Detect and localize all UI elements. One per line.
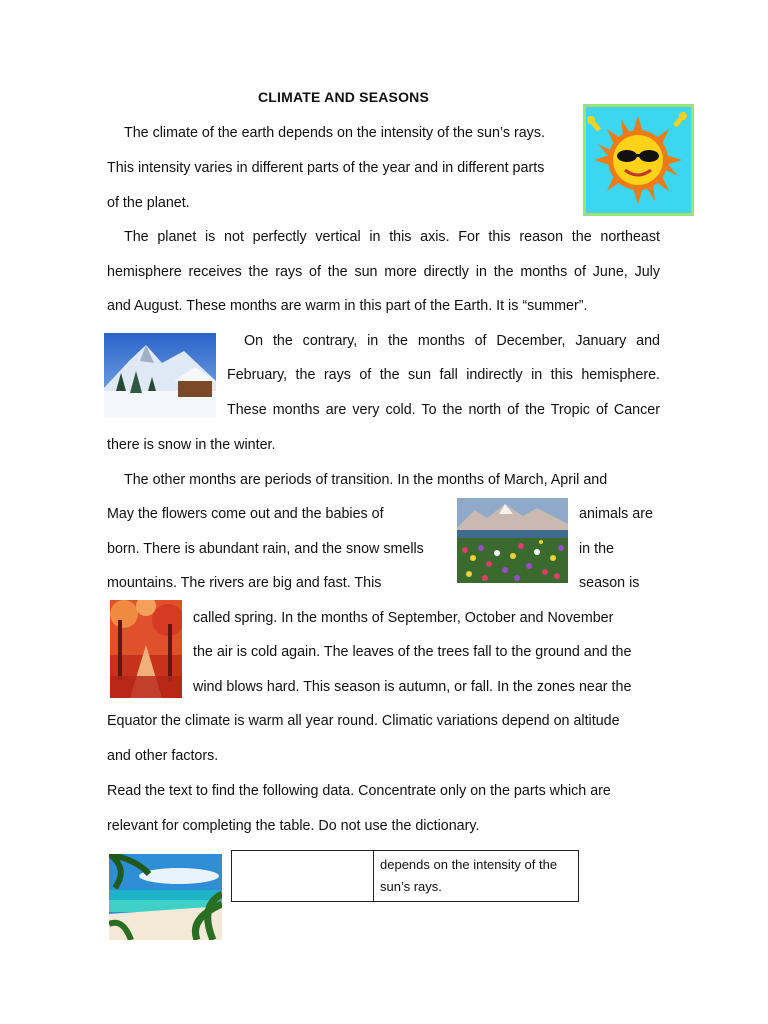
text-line: and August. These months are warm in this part of the Earth. It is “summer”. [107, 298, 588, 314]
table-row [232, 851, 579, 902]
text-line: the air is cold again. The leaves of the trees fall to the ground and the [193, 644, 632, 660]
text-line: there is snow in the winter. [107, 437, 276, 453]
table-cell-empty[interactable] [232, 851, 374, 902]
text-line: of the planet. [107, 195, 190, 211]
text-line: season is [579, 575, 640, 591]
text-line: The other months are periods of transition. In the months of March, April and [124, 472, 608, 488]
page-title: CLIMATE AND SEASONS [258, 89, 430, 105]
beach-picture [109, 854, 222, 940]
text-line: The climate of the earth depends on the intensity of the sun’s rays. [124, 125, 545, 141]
autumn-trees-picture [110, 600, 182, 698]
text-line: On the contrary, in the months of December, January and [244, 333, 660, 349]
text-line: wind blows hard. This season is autumn, or fall. In the zones near the [193, 679, 632, 695]
text-line: called spring. In the months of September, October and November [193, 610, 614, 626]
text-line: born. There is abundant rain, and the snow smells [107, 541, 424, 557]
text-line: in the [579, 541, 614, 557]
table-cell: depends on the intensity of the sun’s rays. [374, 851, 579, 902]
data-table [231, 850, 579, 902]
instruction-line: Read the text to find the following data. Concentrate only on the parts which are [107, 783, 611, 799]
text-line: hemisphere receives the rays of the sun more directly in the months of June, July [107, 264, 660, 280]
text-line: These months are very cold. To the north of the Tropic of Cancer [227, 402, 660, 418]
sun-illustration [583, 104, 694, 216]
winter-snow-picture [104, 333, 216, 418]
text-line: The planet is not perfectly vertical in this axis. For this reason the northeast [124, 229, 660, 245]
text-line: February, the rays of the sun fall indirectly in this hemisphere. [227, 367, 660, 383]
text-line: This intensity varies in different parts of the year and in different parts [107, 160, 545, 176]
spring-flowers-picture [457, 498, 568, 583]
text-line: animals are [579, 506, 653, 522]
text-line: May the flowers come out and the babies of [107, 506, 384, 522]
text-line: Equator the climate is warm all year round. Climatic variations depend on altitude [107, 713, 620, 729]
text-line: and other factors. [107, 748, 219, 764]
text-line: mountains. The rivers are big and fast. This [107, 575, 382, 591]
instruction-line: relevant for completing the table. Do not use the dictionary. [107, 818, 480, 834]
